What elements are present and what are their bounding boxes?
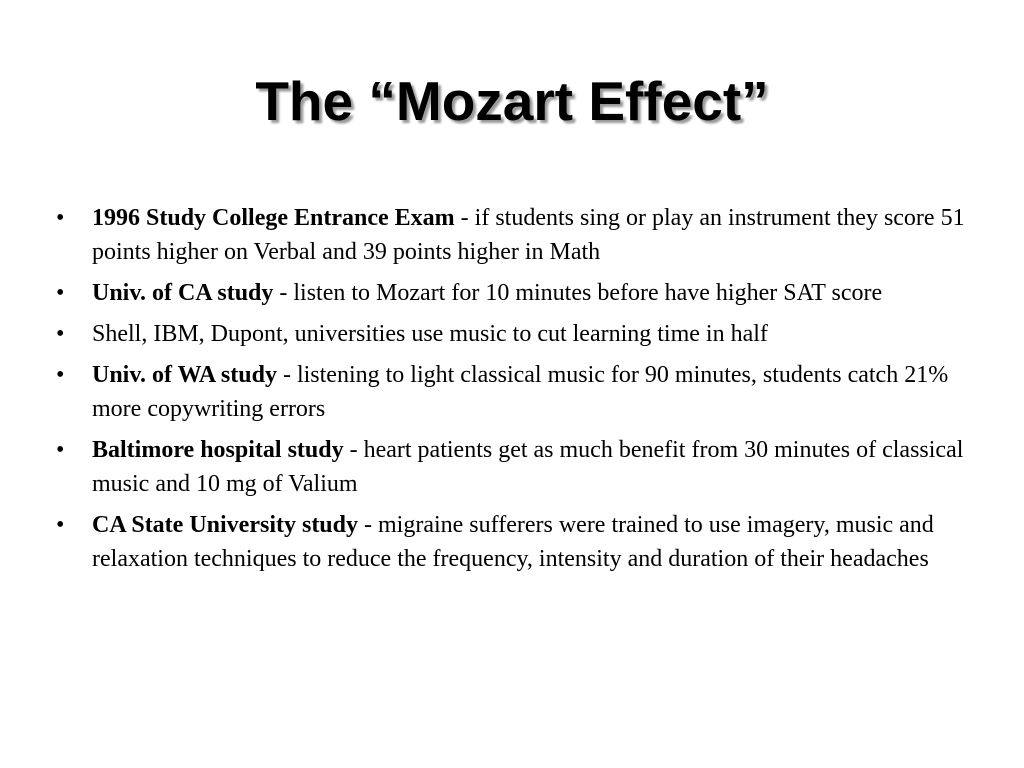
bullet-icon: • (56, 280, 65, 306)
bullet-item (56, 201, 976, 269)
bullet-heading: Univ. of CA study (92, 280, 274, 306)
bullet-text: - migraine sufferers were trained to use imagery, music and relaxation techniques to reduce the frequency, intensity and duration of their headaches (92, 512, 934, 572)
bullet-list (56, 201, 976, 583)
bullet-item (56, 508, 976, 576)
bullet-icon: • (56, 362, 65, 388)
bullet-icon: • (56, 321, 65, 347)
bullet-text: - heart patients get as much benefit from 30 minutes of classical music and 10 mg of Valium (92, 437, 964, 497)
bullet-item (56, 276, 976, 310)
slide-title: The “Mozart Effect” (255, 70, 769, 132)
bullet-heading: CA State University study (92, 512, 359, 538)
bullet-icon: • (56, 205, 65, 231)
bullet-text: - if students sing or play an instrument they score 51 points higher on Verbal and 39 points higher in Math (92, 205, 965, 265)
bullet-text: - listening to light classical music for 90 minutes, students catch 21% more copywriting errors (92, 362, 949, 422)
bullet-heading: 1996 Study College Entrance Exam (92, 205, 455, 231)
bullet-item (56, 317, 976, 351)
bullet-item (56, 433, 976, 501)
bullet-icon: • (56, 437, 65, 463)
bullet-heading: Baltimore hospital study (92, 437, 344, 463)
bullet-icon: • (56, 512, 65, 538)
bullet-item (56, 358, 976, 426)
bullet-text: - listen to Mozart for 10 minutes before have higher SAT score (273, 280, 883, 306)
bullet-text: Shell, IBM, Dupont, universities use music to cut learning time in half (92, 321, 768, 347)
bullet-heading: Univ. of WA study (92, 362, 277, 388)
